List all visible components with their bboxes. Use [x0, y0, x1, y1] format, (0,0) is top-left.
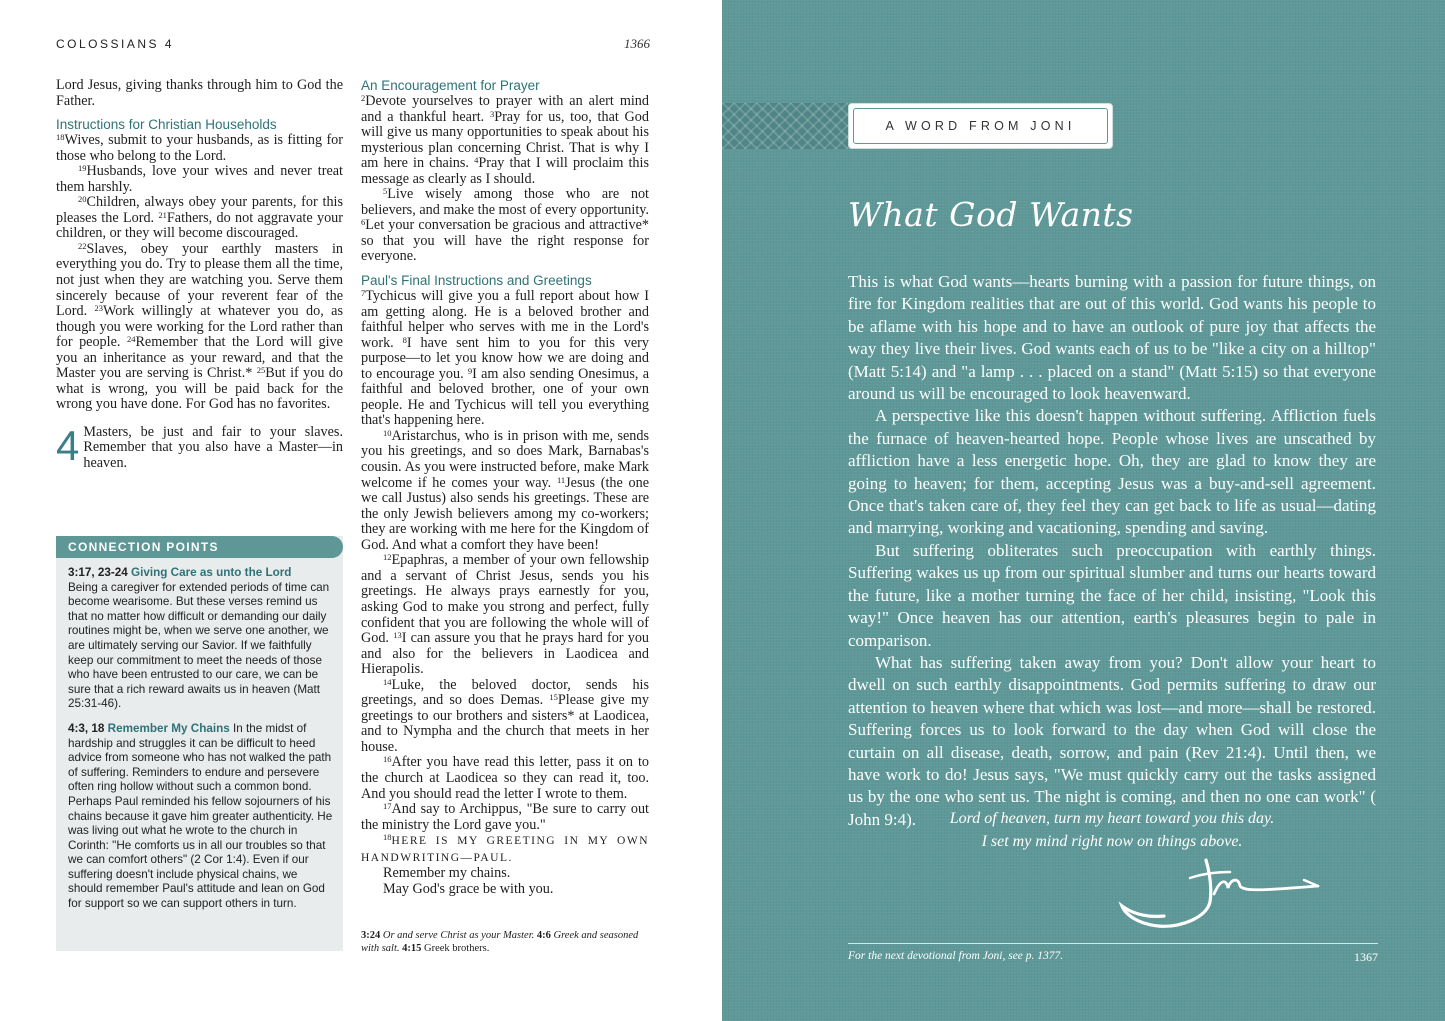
verse-number: 15 — [549, 692, 558, 703]
footnote-text: Greek brothers. — [421, 942, 490, 954]
verse-number: 19 — [78, 163, 87, 174]
verse-number: 11 — [556, 474, 566, 485]
verse-number: 18 — [383, 832, 392, 843]
devotional-title: What God Wants — [848, 195, 1134, 234]
verse-number: 21 — [158, 209, 167, 220]
entry-reference: 3:17, 23-24 — [68, 566, 128, 579]
verse-text: Tychicus will give you a full report about how I am getting along. He is a beloved brother and faithful helper who serves with me in the Lord's work. — [361, 288, 649, 351]
connection-points-header: CONNECTION POINTS — [56, 536, 343, 558]
verse-number: 14 — [383, 676, 392, 687]
connection-entry — [68, 722, 333, 912]
footnote-ref: 4:15 — [402, 942, 422, 954]
verse-text: Work willingly at whatever you do, as though you were working for the Lord rather than for people. — [56, 303, 343, 351]
connection-entry — [68, 566, 333, 712]
prayer — [848, 808, 1376, 853]
entry-title: Remember My Chains — [107, 721, 230, 735]
verse-number: 8 — [402, 334, 407, 345]
devotional-paragraph: This is what God wants—hearts burning with a passion for future things, on fire for Kingdom realities that are out of this world. God wants his people to be aflame with his hope and to have an outlook of pure joy that affects the way they live their lives. God wants each of us to be "like a city on a hilltop" (Matt 5:14) and "a lamp . . . placed on a stand" (Matt 5:15) so that everyone around us will be encouraged to look heavenward. — [848, 272, 1376, 404]
page-number-left: 1366 — [624, 36, 650, 51]
verse-number: 25 — [256, 365, 266, 376]
closing-line: Remember my chains. — [383, 865, 511, 882]
page-number-right: 1367 — [1354, 950, 1378, 964]
verse-number: 18 — [56, 132, 65, 143]
verse-number: 7 — [361, 288, 366, 299]
verse-text: But if you do what is wrong, you will be paid back for the wrong you have done. For God has no favorites. — [56, 365, 343, 413]
text-column-right — [361, 78, 649, 897]
verse-number: 2 — [361, 93, 366, 103]
joni-banner — [722, 103, 1115, 149]
entry-text: Being a caregiver for extended periods of time can become wearisome. But these verses remind us that no matter how difficult or demanding our daily routines might be, when we serve one another, we are ultimately serving our Savior. If we faithfully keep our commitment to meet the needs of those who have been entrusted to our care, we can be sure that a rich reward awaits us in heaven (Matt 25:31-46). — [68, 580, 330, 711]
joni-signature-icon — [1118, 852, 1328, 932]
verse-number: 24 — [126, 334, 136, 345]
verse-text: Wives, submit to your husbands, as is fitting for those who belong to the Lord. — [56, 132, 343, 164]
devotional-paragraph: What has suffering taken away from you? Don't allow your heart to dwell on such earthly disappointments. God permits suffering to draw our attention to heaven where that which was lost—and more—shall be restored. Suffering forces us to look forward to the day when God will close the curtain on all disease, death, sorrow, and pain (Rev 21:4). Until then, we have work to do! Jesus says, "We must quickly carry out the tasks assigned us by the one who sent us. The night is coming, and then no one can work" ( John 9:4). — [848, 652, 1376, 829]
verse-text: I have sent him to you for this very purpose—to let you know how we are doing and to encourage you. — [361, 334, 649, 382]
verse-text: Aristarchus, who is in prison with me, sends you his greetings, and so does Mark, Barnabas's cousin. As you were instructed before, make Mark welcome if he comes your way. — [361, 427, 649, 491]
footnote-text: Or and serve Christ as your Master. — [380, 930, 537, 941]
verse-text: Live wisely among those who are not believers, and make the most of every opportunity. — [361, 186, 649, 218]
prayer-line: I set my mind right now on things above. — [981, 832, 1243, 850]
verse-text: Slaves, obey your earthly masters in everything you do. Try to please them all the time, not just when they are watching you. Serve them sincerely because of your reverent fear of the Lord. — [56, 240, 343, 320]
verse-text: After you have read this letter, pass it on to the church at Laodicea so they can read it, too. And you should read the letter I wrote to them. — [361, 754, 649, 802]
prayer-line: Lord of heaven, turn my heart toward you this day. — [949, 810, 1275, 827]
verse-number: 5 — [383, 186, 388, 197]
verse-text: And say to Archippus, "Be sure to carry out the ministry the Lord gave you." — [361, 801, 649, 833]
verse-text: Husbands, love your wives and never treat them harshly. — [56, 163, 343, 195]
verse-number: 6 — [361, 217, 366, 228]
devotional-paragraph: A perspective like this doesn't happen without suffering. Affliction fuels the furnace of heaven-hearted hope. People whose lives are unscathed by affliction have a less energetic hope. Oh, they are glad to know they are going to heaven; for them, accepting Jesus was a buy-and-sell agreement. Once that's taken care of, they feel they can get back to life as usual—dating and marrying, working and vacationing, spending and saving. — [848, 406, 1376, 538]
verse-number: 23 — [94, 303, 104, 314]
running-head: COLOSSIANS 4 — [56, 37, 175, 51]
verse-text: Please give my greetings to our brothers and sisters* at Laodicea, and to Nympha and the church that meets in her house. — [361, 692, 649, 755]
devotional-paragraph: But suffering obliterates such preoccupation with earthly things. Suffering wakes us up from our spiritual slumber and turns our hearts toward the future, like a mother turning the face of her child, insisting, "Look this way!" Once heaven has our attention, earth's pleasures begin to pale in comparison. — [848, 540, 1376, 650]
verse-number: 16 — [383, 754, 392, 765]
next-devotional-note: For the next devotional from Joni, see p. 1377. — [848, 950, 1064, 962]
entry-title: Giving Care as unto the Lord — [131, 566, 292, 579]
section-heading-final: Paul's Final Instructions and Greetings — [361, 273, 592, 289]
verse-text: Epaphras, a member of your own fellowship and a servant of Christ Jesus, sends you his greetings. He always prays earnestly for you, asking God to make you strong and perfect, fully confident that you are following the whole will of God. — [361, 552, 649, 647]
verse-text: Children, always obey your parents, for this pleases the Lord. — [56, 194, 343, 226]
footnote-text: Greek and seasoned with salt. — [361, 930, 639, 954]
banner-pattern — [722, 103, 848, 149]
verse-text: HERE IS MY GREETING IN MY OWN HANDWRITING—PAUL. — [361, 835, 649, 864]
footer-rule — [848, 943, 1378, 944]
verse-text: Luke, the beloved doctor, sends his greetings, and so does Demas. — [361, 676, 649, 709]
verse-text: Pray that I will proclaim this message as clearly as I should. — [361, 155, 649, 187]
verse-number: 4 — [474, 155, 479, 166]
verse-number: 13 — [393, 630, 402, 641]
banner-label: A WORD FROM JONI — [853, 108, 1108, 144]
verse-text: I can assure you that he prays hard for you and also for the believers in Laodicea and Hierapolis. — [361, 630, 650, 678]
verse-number: 10 — [383, 427, 392, 438]
verse-text: Fathers, do not aggravate your children, or they will become discouraged. — [56, 209, 343, 242]
section-heading-prayer: An Encouragement for Prayer — [361, 78, 540, 93]
footnotes — [361, 930, 649, 955]
verse-text: I am also sending Onesimus, a faithful and beloved brother, one of your own people. He and Tychicus will tell you everything that's happening here. — [361, 365, 650, 429]
verse-number: 20 — [78, 194, 87, 205]
verse-number: 17 — [383, 801, 392, 812]
footnote-ref: 3:24 — [361, 930, 381, 941]
banner-label-box — [848, 103, 1113, 149]
entry-reference: 4:3, 18 — [68, 721, 105, 735]
verse-text: Lord Jesus, giving thanks through him to God the Father. — [56, 77, 343, 109]
verse-text: Jesus (the one we call Justus) also sends his greetings. These are the only Jewish believers among my co-workers; they are working with me here for the Kingdom of God. And what a comfort they have been! — [361, 474, 650, 553]
text-column-left — [56, 78, 343, 472]
verse-number: 12 — [383, 552, 392, 563]
verse-number: 3 — [489, 108, 495, 119]
verse-text: Devote yourselves to prayer with an alert mind and a thankful heart. — [361, 93, 649, 125]
entry-text: In the midst of hardship and struggles it can be difficult to heed advice from someone who has not walked the path of suffering. Reminders to endure and persevere often ring hollow without such a common bond. Perhaps Paul reminded his fellow sojourners of his chains because it gave him greater authenticity. He was living out what he wrote to the church in Corinth: "He comforts us in all our troubles so that we can comfort others" (2 Cor 1:4). Even if our suffering doesn't include physical chains, we should remember Paul's attitude and lean on God for support so we can support others in turn. — [68, 721, 333, 911]
devotional-body — [848, 271, 1376, 831]
connection-points-box — [56, 536, 343, 951]
closing-line: May God's grace be with you. — [383, 880, 554, 897]
verse-number: 22 — [78, 240, 87, 251]
verse-text: Let your conversation be gracious and attractive* so that you will have the right response for everyone. — [361, 217, 649, 265]
left-page — [0, 0, 722, 1021]
footnote-ref: 4:6 — [536, 930, 551, 941]
verse-text: Masters, be just and fair to your slaves. Remember that you also have a Master—in heaven. — [83, 423, 343, 472]
verse-number: 9 — [467, 365, 473, 376]
section-heading-households: Instructions for Christian Households — [56, 117, 277, 133]
verse-text: Pray for us, too, that God will give us many opportunities to speak about his mysterious plan concerning Christ. That is why I am here in chains. — [361, 108, 649, 172]
verse-text: Remember that the Lord will give you an inheritance as your reward, and that the Master you are serving is Christ.* — [56, 334, 343, 382]
chapter-number: 4 — [56, 421, 80, 469]
